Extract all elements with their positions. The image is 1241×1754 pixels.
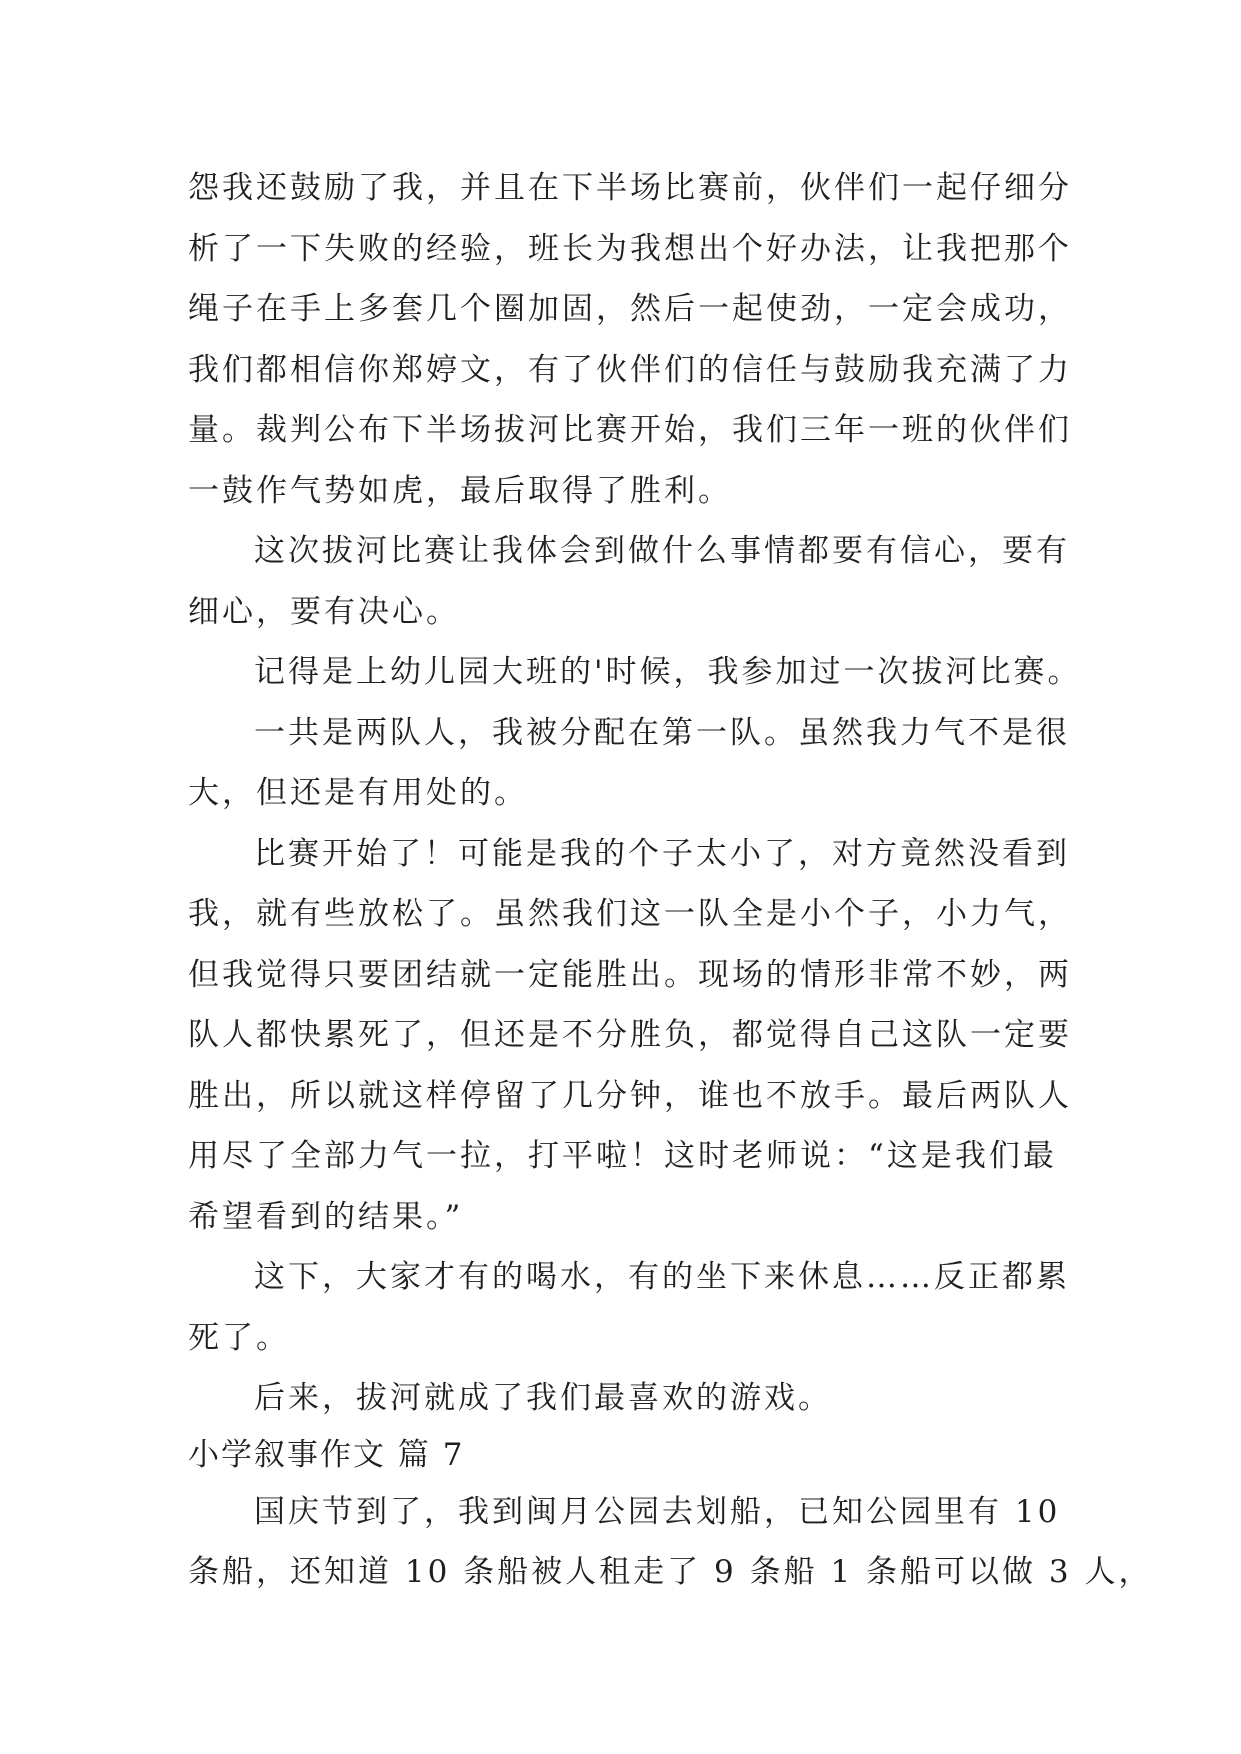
text-line: 国庆节到了，我到闽月公园去划船，已知公园里有 10 <box>254 1493 1061 1530</box>
text-line: 这下，大家才有的喝水，有的坐下来休息……反正都累 <box>254 1259 1070 1295</box>
section-heading: 小学叙事作文 篇 7 <box>188 1436 465 1473</box>
text-line: 绳子在手上多套几个圈加固，然后一起使劲，一定会成功， <box>188 291 1072 327</box>
text-line: 一共是两队人，我被分配在第一队。虽然我力气不是很 <box>254 714 1070 751</box>
text-line: 胜出，所以就这样停留了几分钟，谁也不放手。最后两队人 <box>188 1077 1072 1114</box>
text-line: 死了。 <box>188 1319 290 1356</box>
text-line: 但我觉得只要团结就一定能胜出。现场的情形非常不妙，两 <box>188 956 1072 993</box>
text-line: 大，但还是有用处的。 <box>188 775 528 811</box>
text-line: 队人都快累死了，但还是不分胜负，都觉得自己这队一定要 <box>188 1017 1072 1053</box>
text-line: 记得是上幼儿园大班的'时候，我参加过一次拔河比赛。 <box>254 654 1082 690</box>
text-line: 一鼓作气势如虎，最后取得了胜利。 <box>188 472 732 509</box>
document-body <box>188 158 1153 1603</box>
text-line: 后来，拔河就成了我们最喜欢的游戏。 <box>254 1380 832 1416</box>
text-line: 条船，还知道 10 条船被人租走了 9 条船 1 条船可以做 3 人， <box>188 1554 1153 1590</box>
text-line: 我，就有些放松了。虽然我们这一队全是小个子，小力气， <box>188 896 1072 932</box>
text-line: 量。裁判公布下半场拔河比赛开始，我们三年一班的伙伴们 <box>188 412 1072 448</box>
text-line: 我们都相信你郑婷文，有了伙伴们的信任与鼓励我充满了力 <box>188 351 1072 388</box>
text-line: 希望看到的结果。” <box>188 1198 464 1235</box>
text-line: 细心，要有决心。 <box>188 593 460 630</box>
text-line: 怨我还鼓励了我，并且在下半场比赛前，伙伴们一起仔细分 <box>188 170 1072 206</box>
text-line: 用尽了全部力气一拉，打平啦！这时老师说：“这是我们最 <box>188 1138 1057 1174</box>
text-line: 析了一下失败的经验，班长为我想出个好办法，让我把那个 <box>188 230 1072 267</box>
text-line: 这次拔河比赛让我体会到做什么事情都要有信心，要有 <box>254 533 1070 569</box>
text-line: 比赛开始了！可能是我的个子太小了，对方竟然没看到 <box>254 835 1070 872</box>
